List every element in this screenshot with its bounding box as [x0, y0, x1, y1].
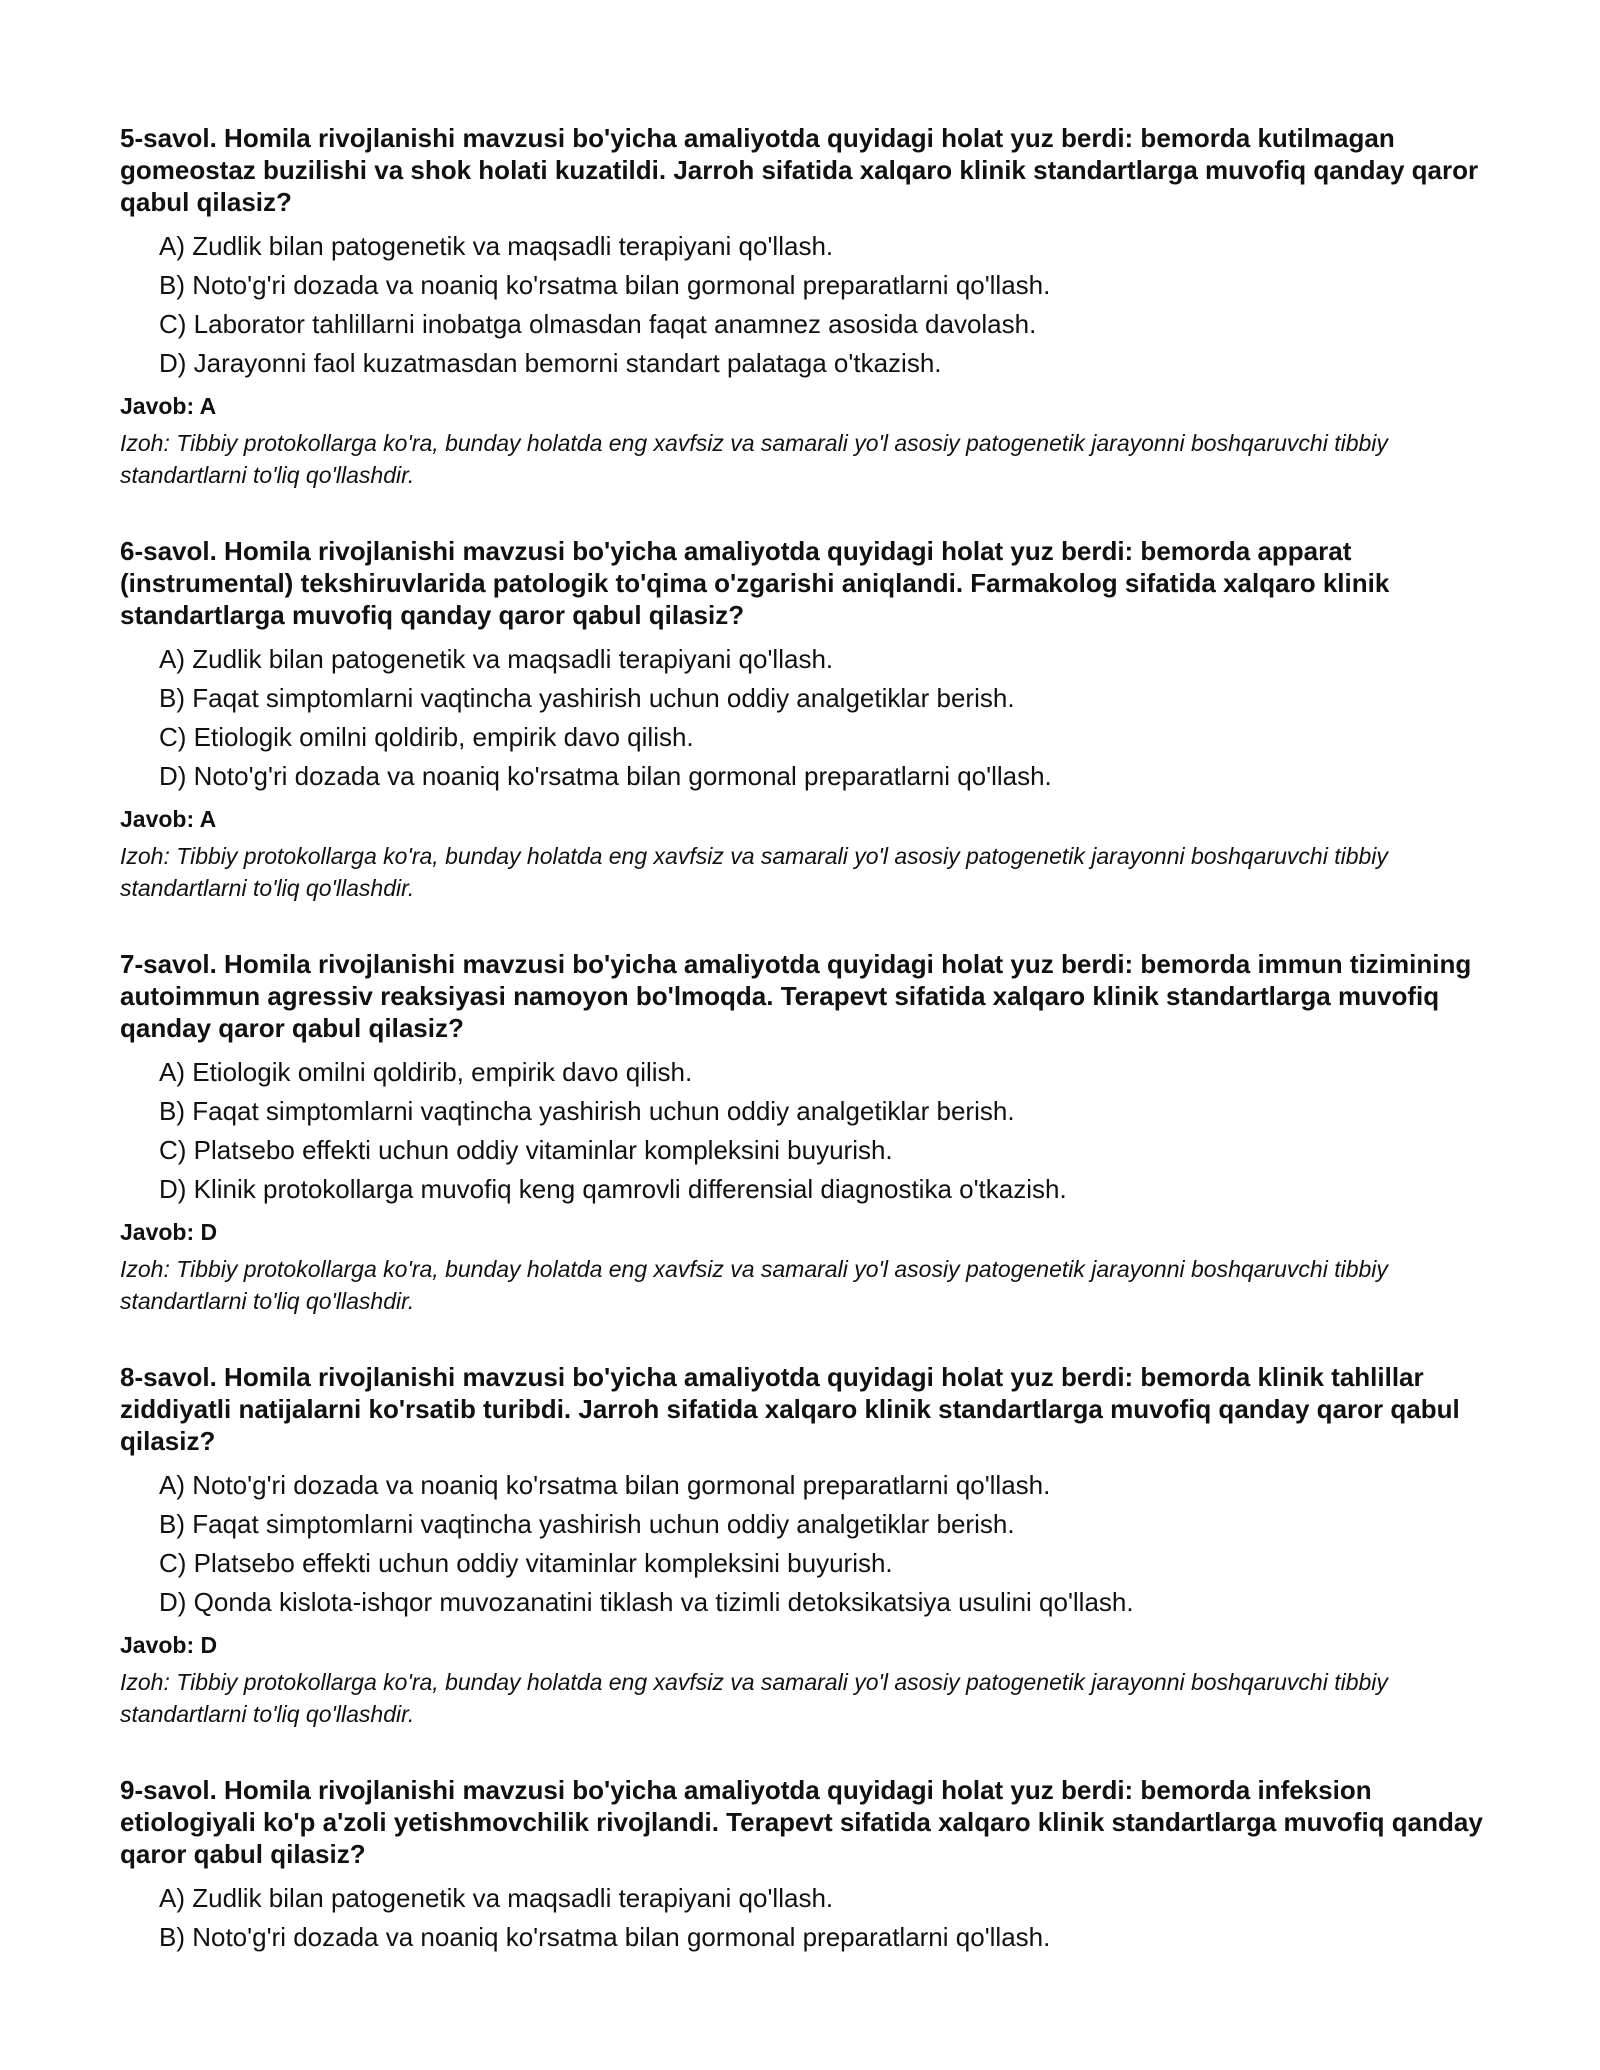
- question-6: [120, 535, 1500, 904]
- option-list: [120, 1056, 1500, 1205]
- question-5: [120, 122, 1500, 491]
- option-b: B) Faqat simptomlarni vaqtincha yashirish uchun oddiy analgetiklar berish.: [159, 683, 1015, 713]
- option-b: B) Faqat simptomlarni vaqtincha yashirish uchun oddiy analgetiklar berish.: [159, 1509, 1015, 1539]
- option-c: C) Platsebo effekti uchun oddiy vitaminlar kompleksini buyurish.: [159, 1135, 893, 1165]
- document-page: [120, 122, 1500, 1997]
- question-9: [120, 1774, 1500, 1953]
- option-d: D) Jarayonni faol kuzatmasdan bemorni standart palataga o'tkazish.: [159, 348, 942, 378]
- answer: Javob: D: [120, 1632, 218, 1658]
- option-a: A) Zudlik bilan patogenetik va maqsadli terapiyani qo'llash.: [159, 644, 834, 674]
- option-c: C) Platsebo effekti uchun oddiy vitaminlar kompleksini buyurish.: [159, 1548, 893, 1578]
- option-b: B) Noto'g'ri dozada va noaniq ko'rsatma bilan gormonal preparatlarni qo'llash.: [159, 1922, 1051, 1952]
- explanation: Izoh: Tibbiy protokollarga ko'ra, bunday holatda eng xavfsiz va samarali yo'l asosiy patogenetik jarayonni boshqaruvchi tibbiy standartlarni to'liq qo'llashdir.: [120, 843, 1388, 901]
- question-title: 8-savol. Homila rivojlanishi mavzusi bo'yicha amaliyotda quyidagi holat yuz berdi: bemorda klinik tahlillar ziddiyatli natijalarni ko'rsatib turibdi. Jarroh sifatida xalqaro klinik standartlarga muvofiq qanday qaror qabul qilasiz?: [120, 1362, 1460, 1456]
- answer: Javob: D: [120, 1219, 218, 1245]
- answer: Javob: A: [120, 393, 217, 419]
- option-b: B) Faqat simptomlarni vaqtincha yashirish uchun oddiy analgetiklar berish.: [159, 1096, 1015, 1126]
- option-list: [120, 230, 1500, 379]
- option-list: [120, 1469, 1500, 1618]
- option-a: A) Zudlik bilan patogenetik va maqsadli terapiyani qo'llash.: [159, 231, 834, 261]
- option-b: B) Noto'g'ri dozada va noaniq ko'rsatma bilan gormonal preparatlarni qo'llash.: [159, 270, 1051, 300]
- question-title: 5-savol. Homila rivojlanishi mavzusi bo'yicha amaliyotda quyidagi holat yuz berdi: bemorda kutilmagan gomeostaz buzilishi va shok holati kuzatildi. Jarroh sifatida xalqaro klinik standartlarga muvofiq qanday qaror qabul qilasiz?: [120, 123, 1479, 217]
- option-c: C) Laborator tahlillarni inobatga olmasdan faqat anamnez asosida davolash.: [159, 309, 1037, 339]
- explanation: Izoh: Tibbiy protokollarga ko'ra, bunday holatda eng xavfsiz va samarali yo'l asosiy patogenetik jarayonni boshqaruvchi tibbiy standartlarni to'liq qo'llashdir.: [120, 1256, 1388, 1314]
- option-d: D) Klinik protokollarga muvofiq keng qamrovli differensial diagnostika o'tkazish.: [159, 1174, 1067, 1204]
- answer: Javob: A: [120, 806, 217, 832]
- option-list: [120, 1882, 1500, 1953]
- option-d: D) Noto'g'ri dozada va noaniq ko'rsatma bilan gormonal preparatlarni qo'llash.: [159, 761, 1052, 791]
- explanation: Izoh: Tibbiy protokollarga ko'ra, bunday holatda eng xavfsiz va samarali yo'l asosiy patogenetik jarayonni boshqaruvchi tibbiy standartlarni to'liq qo'llashdir.: [120, 430, 1388, 488]
- explanation: Izoh: Tibbiy protokollarga ko'ra, bunday holatda eng xavfsiz va samarali yo'l asosiy patogenetik jarayonni boshqaruvchi tibbiy standartlarni to'liq qo'llashdir.: [120, 1669, 1388, 1727]
- question-title: 7-savol. Homila rivojlanishi mavzusi bo'yicha amaliyotda quyidagi holat yuz berdi: bemorda immun tizimining autoimmun agressiv reaksiyasi namoyon bo'lmoqda. Terapevt sifatida xalqaro klinik standartlarga muvofiq qanday qaror qabul qilasiz?: [120, 949, 1472, 1043]
- question-7: [120, 948, 1500, 1317]
- question-8: [120, 1361, 1500, 1730]
- option-a: A) Etiologik omilni qoldirib, empirik davo qilish.: [159, 1057, 693, 1087]
- option-a: A) Zudlik bilan patogenetik va maqsadli terapiyani qo'llash.: [159, 1883, 834, 1913]
- option-a: A) Noto'g'ri dozada va noaniq ko'rsatma bilan gormonal preparatlarni qo'llash.: [159, 1470, 1051, 1500]
- question-title: 9-savol. Homila rivojlanishi mavzusi bo'yicha amaliyotda quyidagi holat yuz berdi: bemorda infeksion etiologiyali ko'p a'zoli yetishmovchilik rivojlandi. Terapevt sifatida xalqaro klinik standartlarga muvofiq qanday qaror qabul qilasiz?: [120, 1775, 1483, 1869]
- question-title: 6-savol. Homila rivojlanishi mavzusi bo'yicha amaliyotda quyidagi holat yuz berdi: bemorda apparat (instrumental) tekshiruvlarida patologik to'qima o'zgarishi aniqlandi. Farmakolog sifatida xalqaro klinik standartlarga muvofiq qanday qaror qabul qilasiz?: [120, 536, 1390, 630]
- option-list: [120, 643, 1500, 792]
- option-d: D) Qonda kislota-ishqor muvozanatini tiklash va tizimli detoksikatsiya usulini qo'llash.: [159, 1587, 1134, 1617]
- option-c: C) Etiologik omilni qoldirib, empirik davo qilish.: [159, 722, 694, 752]
